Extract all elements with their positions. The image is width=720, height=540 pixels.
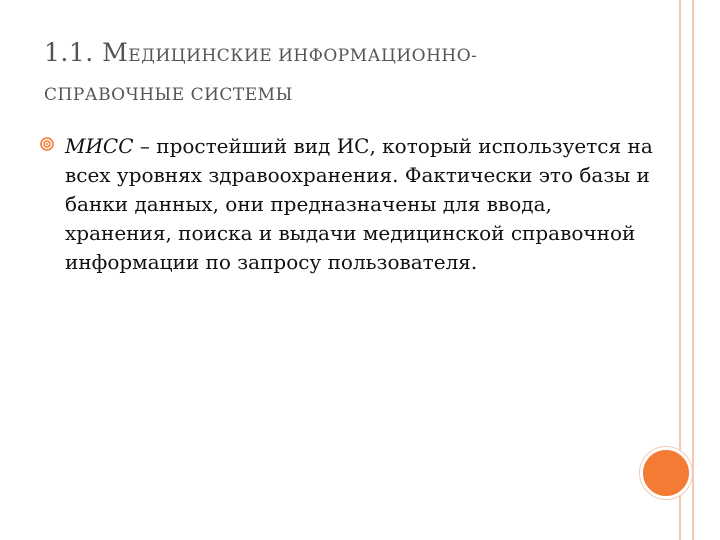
title-line-1 xyxy=(44,40,654,65)
bullet-body: – простейший вид ИС, который используется на всех уровнях здравоохранения. Фактически это базы и банки данных, они предназначены для ввода, хранения, поиска и выдачи медицинской справочной информации по запросу пользователя. xyxy=(65,134,653,274)
bullet-term: МИСС xyxy=(65,134,134,158)
bullet-item xyxy=(40,132,660,277)
frame-line-right xyxy=(692,0,694,540)
title-cap: 1.1. М xyxy=(44,38,129,67)
bullet-text xyxy=(65,132,660,277)
title-rest: ЕДИЦИНСКИЕ ИНФОРМАЦИОННО- xyxy=(128,46,478,66)
decorative-circle xyxy=(640,447,692,499)
slide-title xyxy=(44,40,654,104)
title-line-2: СПРАВОЧНЫЕ СИСТЕМЫ xyxy=(44,85,293,105)
target-bullet-icon xyxy=(40,137,54,151)
